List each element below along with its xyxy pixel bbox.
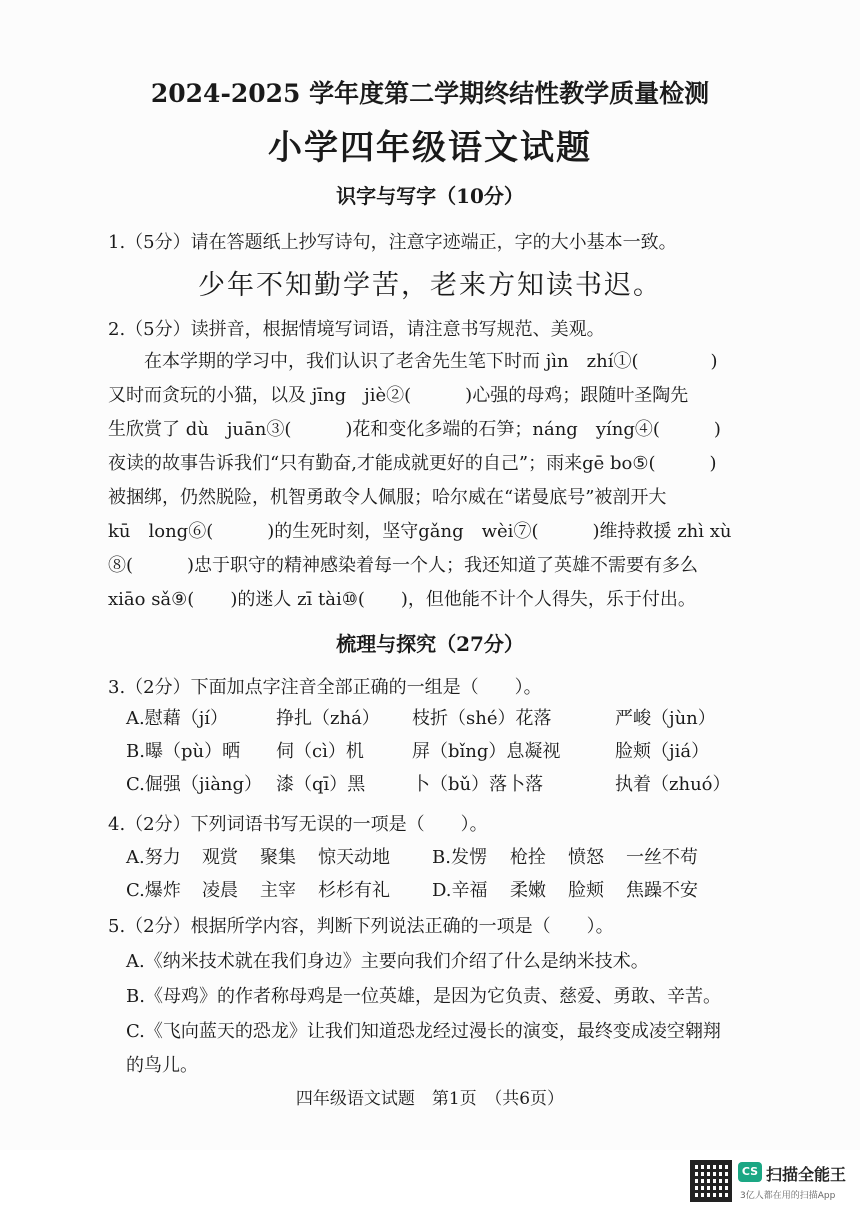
q4-option-cell: 惊天动地 (318, 847, 390, 868)
page-footer: 四年级语文试题 第1页 （共6页） (295, 1089, 565, 1109)
q3-option-cell: 挣扎（zhá） (276, 708, 380, 729)
camscanner-logo-icon: CS (738, 1162, 762, 1182)
q3-option-cell: B.曝（pù）晒 (126, 741, 241, 762)
question-2-line: 被捆绑，仍然脱险，机智勇敢令人佩服；哈尔威在“诺曼底号”被剖开大 (108, 487, 667, 508)
q5-option: C.《飞向蓝天的恐龙》让我们知道恐龙经过漫长的演变，最终变成凌空翱翔 (126, 1021, 721, 1042)
q3-option-cell: 严峻（jùn） (615, 708, 716, 729)
q4-option-cell: 主宰 (260, 880, 296, 901)
question-4-stem: 4.（2分）下列词语书写无误的一项是（ ）。 (108, 814, 488, 835)
question-5-stem: 5.（2分）根据所学内容，判断下列说法正确的一项是（ ）。 (108, 916, 614, 937)
q4-option-cell: 杉杉有礼 (318, 880, 390, 901)
q4-option-cell: 一丝不苟 (626, 847, 698, 868)
qr-code-icon (690, 1160, 732, 1202)
q3-option-cell: 伺（cì）机 (276, 741, 364, 762)
q3-option-cell: 执着（zhuó） (615, 774, 731, 795)
section-title-1: 识字与写字（10分） (336, 184, 524, 208)
q5-option: A.《纳米技术就在我们身边》主要向我们介绍了什么是纳米技术。 (126, 951, 649, 972)
q4-option-cell: D.辛福 (432, 880, 488, 901)
q3-option-cell: 脸颊（jiá） (615, 741, 710, 762)
question-2-line: 夜读的故事告诉我们“只有勤奋,才能成就更好的自己”；雨来gē bo⑤( ) (108, 453, 717, 474)
question-1: 1.（5分）请在答题纸上抄写诗句，注意字迹端正，字的大小基本一致。 (108, 232, 677, 253)
poem-line: 少年不知勤学苦，老来方知读书迟。 (198, 270, 662, 301)
camscanner-name: 扫描全能王 (766, 1165, 847, 1184)
q3-option-cell: 卜（bǔ）落卜落 (412, 774, 544, 795)
q4-option-cell: 观赏 (202, 847, 238, 868)
q3-option-cell: 枝折（shé）花落 (412, 708, 552, 729)
question-2-line: 生欣赏了 dù juān③( )花和变化多端的石笋；náng yíng④( ) (108, 419, 721, 440)
q5-option: 的鸟儿。 (126, 1055, 198, 1076)
q4-option-cell: A.努力 (126, 847, 181, 868)
q4-option-cell: 凌晨 (202, 880, 238, 901)
question-3-stem: 3.（2分）下面加点字注音全部正确的一组是（ ）。 (108, 677, 542, 698)
q4-option-cell: 脸颊 (568, 880, 604, 901)
q4-option-cell: 焦躁不安 (626, 880, 698, 901)
q4-option-cell: B.发愣 (432, 847, 487, 868)
q5-option: B.《母鸡》的作者称母鸡是一位英雄，是因为它负责、慈爱、勇敢、辛苦。 (126, 986, 721, 1007)
q4-option-cell: C.爆炸 (126, 880, 181, 901)
exam-title: 小学四年级语文试题 (268, 128, 592, 168)
question-2-line: 又时而贪玩的小猫，以及 jīng jiè②( )心强的母鸡；跟随叶圣陶先 (108, 385, 689, 406)
exam-header-line1: 2024-2025 学年度第二学期终结性教学质量检测 (150, 79, 710, 108)
q3-option-cell: A.慰藉（jí） (126, 708, 229, 729)
q3-option-cell: 漆（qī）黑 (276, 774, 366, 795)
section-title-2: 梳理与探究（27分） (336, 632, 524, 656)
q3-option-cell: 屏（bǐng）息凝视 (412, 741, 561, 762)
q4-option-cell: 枪拴 (510, 847, 546, 868)
question-2-line: xiāo sǎ⑨( )的迷人 zī tài⑩( )，但他能不计个人得失，乐于付出。 (108, 589, 696, 610)
camscanner-tagline: 3亿人都在用的扫描App (740, 1191, 836, 1201)
q4-option-cell: 柔嫩 (510, 880, 546, 901)
question-2-line: ⑧( )忠于职守的精神感染着每一个人；我还知道了英雄不需要有多么 (108, 555, 699, 576)
question-2-line: 在本学期的学习中，我们认识了老舍先生笔下时而 jìn zhí①( ) (108, 351, 718, 372)
q4-option-cell: 愤怒 (568, 847, 604, 868)
question-2-line: kū long⑥( )的生死时刻，坚守gǎng wèi⑦( )维持救援 zhì xù (108, 521, 732, 542)
q3-option-cell: C.倔强（jiàng） (126, 774, 263, 795)
q4-option-cell: 聚集 (260, 847, 296, 868)
question-2-stem: 2.（5分）读拼音，根据情境写词语，请注意书写规范、美观。 (108, 319, 605, 340)
